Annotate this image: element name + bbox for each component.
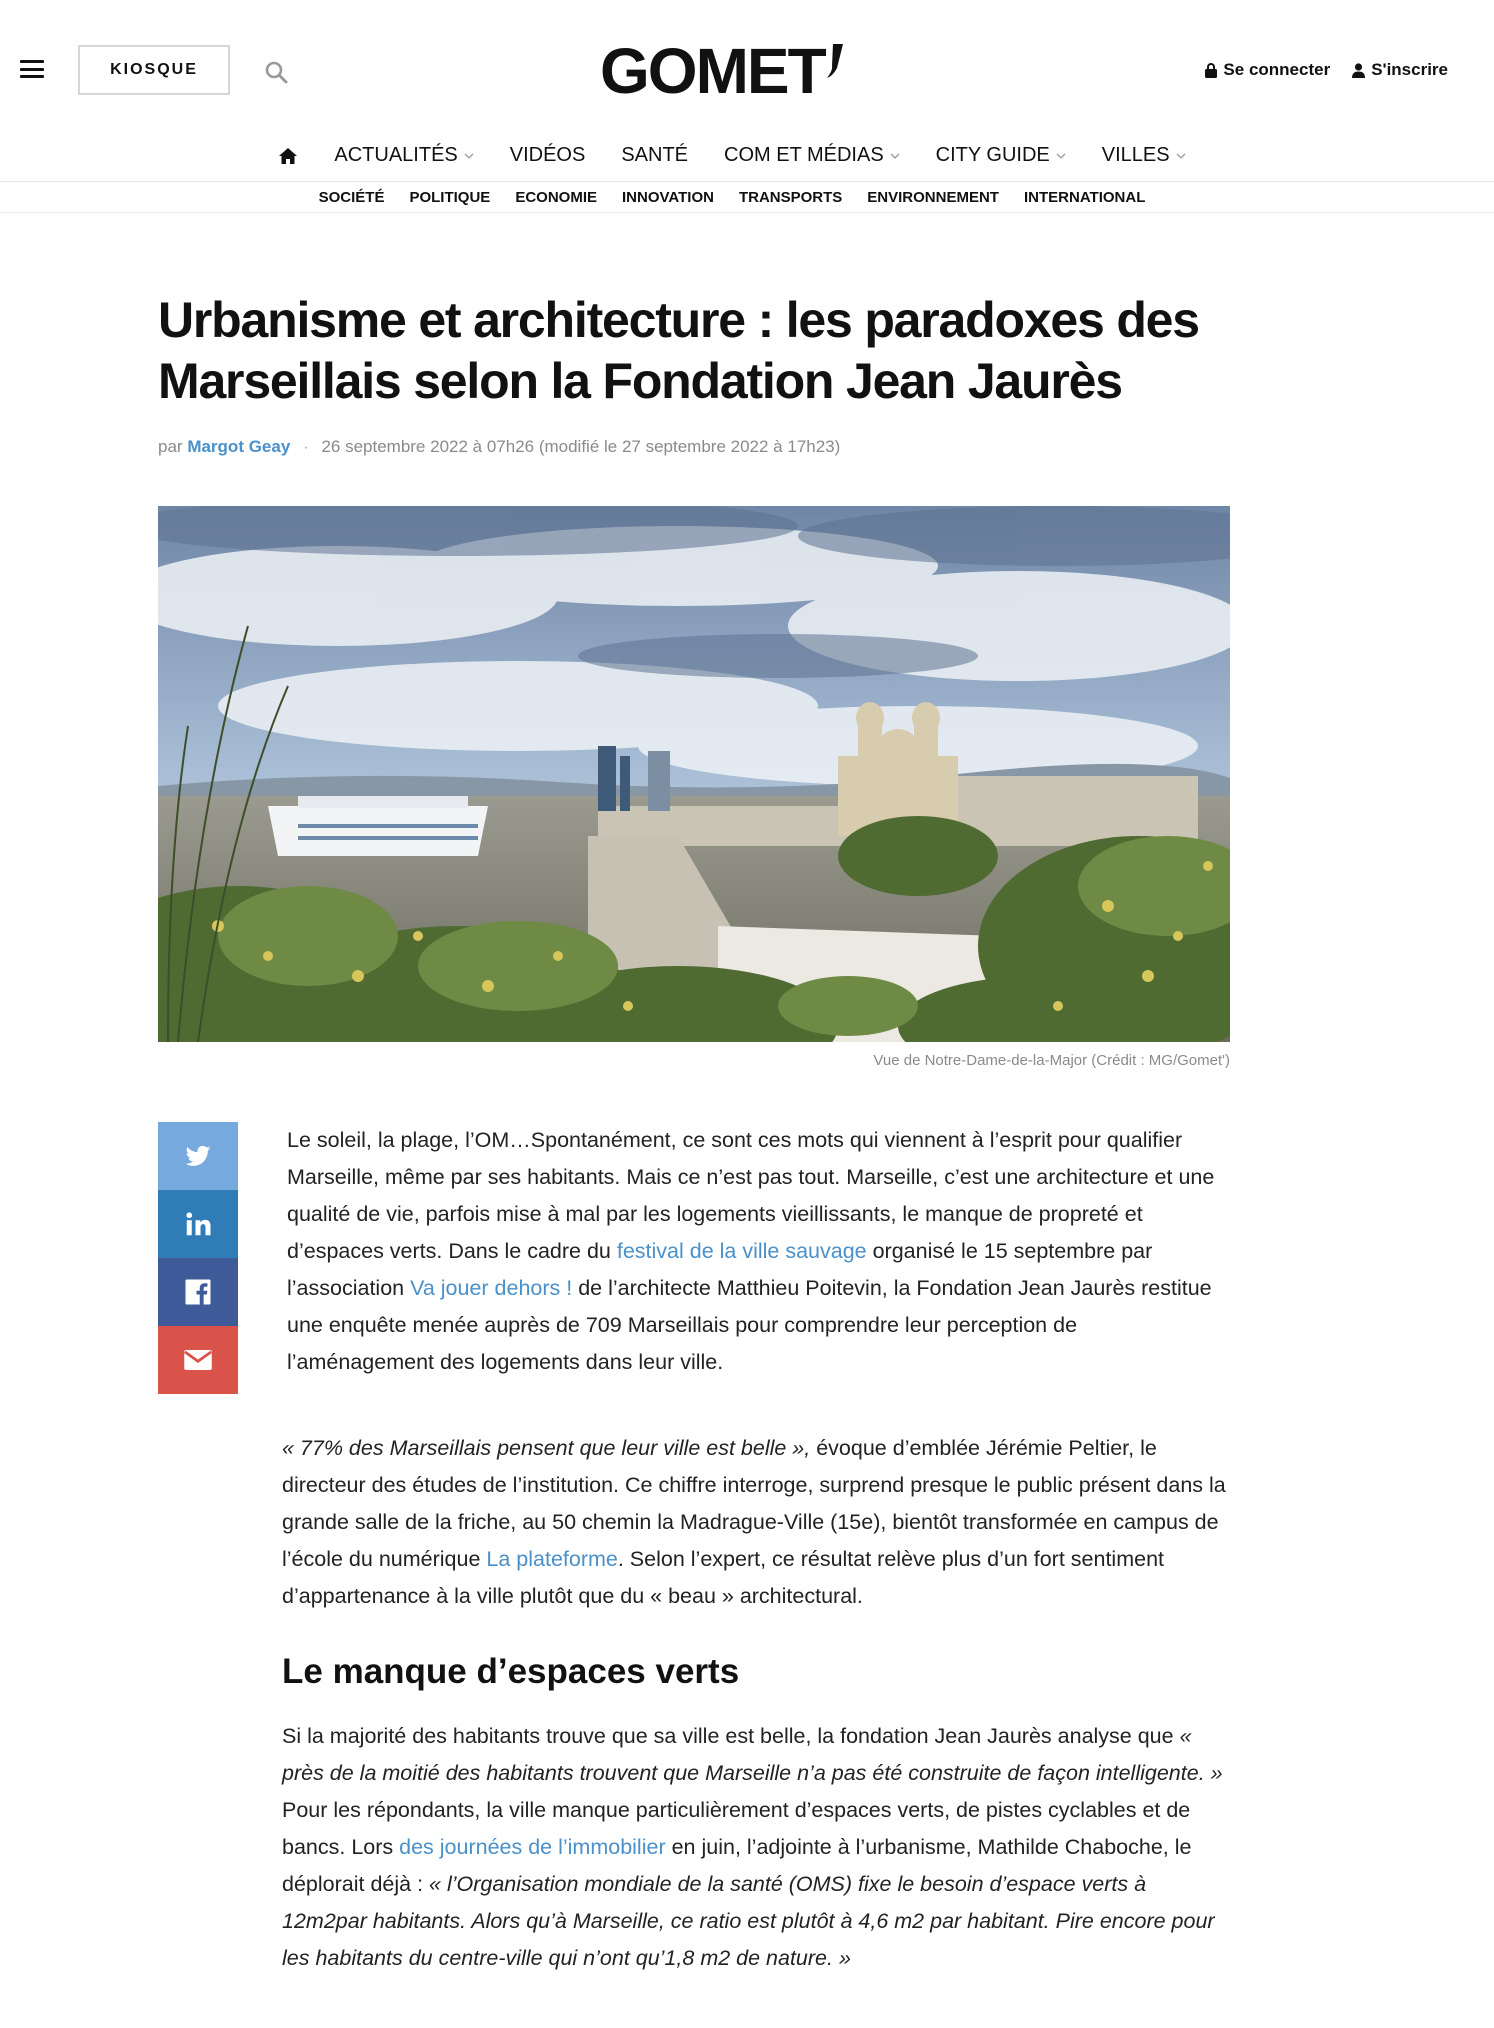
paragraph-text: organisé le 15 septembre par l’association: [287, 1239, 1153, 1300]
author-link[interactable]: Margot Geay: [187, 437, 291, 456]
chevron-down-icon: [464, 151, 474, 161]
logo-apostrophe-icon: [827, 44, 843, 78]
chevron-down-icon: [1056, 151, 1066, 161]
image-caption: Vue de Notre-Dame-de-la-Major (Crédit : MG/Gomet'): [873, 1052, 1230, 1069]
article-byline: [158, 437, 840, 457]
nav-item-label: VIDÉOS: [509, 144, 586, 166]
quote-text: « 77% des Marseillais pensent que leur ville est belle »,: [282, 1436, 811, 1460]
home-icon[interactable]: [278, 147, 298, 165]
search-icon[interactable]: [264, 60, 288, 84]
chevron-down-icon: [1176, 151, 1186, 161]
quote-text: « l’Organisation mondiale de la santé (OMS) fixe le besoin d’espace verts à 12m2par habitants. Alors qu’à Marseille, ce ratio est plutôt à 4,6 m2 par habitant. Pire encore pour les habitants du centre-ville qui n’ont qu’1,8 m2 de nature. »: [282, 1872, 1215, 1970]
subnav-item-societe[interactable]: SOCIÉTÉ: [318, 189, 385, 206]
nav-item-city-guide[interactable]: [936, 144, 1066, 167]
logo-text: GOMET: [600, 35, 825, 107]
article-date: 26 septembre 2022 à 07h26 (modifié le 27 septembre 2022 à 17h23): [321, 437, 841, 456]
menu-icon[interactable]: [20, 60, 44, 78]
byline-separator: ·: [303, 437, 309, 456]
share-twitter-button[interactable]: [158, 1122, 238, 1190]
nav-item-label: ACTUALITÉS: [334, 144, 458, 166]
paragraph-text: Pour les répondants, la ville manque particulièrement d’espaces verts, de pistes cyclables et de bancs. Lors: [282, 1798, 1191, 1859]
account-links: [1205, 60, 1448, 80]
paragraph-text: évoque d’emblée Jérémie Peltier, le directeur des études de l’institution. Ce chiffre interroge, surprend presque le public présent dans la grande salle de la friche, au 50 chemin la Madrague-Ville (15e), bientôt transformée en campus de l’école du numérique: [282, 1436, 1226, 1571]
subnav-item-environnement[interactable]: ENVIRONNEMENT: [867, 189, 999, 206]
site-header: [0, 0, 1494, 130]
paragraph-text: . Selon l’expert, ce résultat relève plus d’un fort sentiment d’appartenance à la ville plutôt que du « beau » architectural.: [282, 1547, 1164, 1608]
nav-item-com-et-medias[interactable]: [724, 144, 900, 167]
share-bar: [158, 1122, 238, 1394]
twitter-icon: [183, 1141, 213, 1171]
share-facebook-button[interactable]: [158, 1258, 238, 1326]
subnav-item-economie[interactable]: ECONOMIE: [515, 189, 597, 206]
nav-item-videos[interactable]: [510, 144, 586, 167]
site-logo[interactable]: [600, 36, 843, 106]
subnav-item-politique[interactable]: POLITIQUE: [409, 189, 491, 206]
subnav-item-international[interactable]: INTERNATIONAL: [1023, 189, 1146, 206]
paragraph-text: en juin, l’adjointe à l’urbanisme, Mathilde Chaboche, le déplorait déjà :: [282, 1835, 1192, 1896]
chevron-down-icon: [890, 151, 900, 161]
share-email-button[interactable]: [158, 1326, 238, 1394]
article-title: Urbanisme et architecture : les paradoxes des Marseillais selon la Fondation Jean Jaurès: [158, 292, 1199, 409]
signup-label: S'inscrire: [1371, 60, 1448, 79]
link-va-jouer-dehors[interactable]: Va jouer dehors !: [410, 1276, 573, 1300]
paragraph-text: de l’architecte Matthieu Poitevin, la Fondation Jean Jaurès restitue une enquête menée auprès de 709 Marseillais pour comprendre leur perception de l’aménagement des logements dans leur ville.: [287, 1276, 1212, 1374]
article-paragraph-3: [282, 1718, 1227, 1977]
nav-item-label: CITY GUIDE: [935, 144, 1050, 166]
quote-text: « près de la moitié des habitants trouvent que Marseille n’a pas été construite de façon intelligente. »: [282, 1724, 1223, 1785]
subnav-item-transports[interactable]: TRANSPORTS: [738, 189, 843, 206]
email-icon: [183, 1345, 213, 1375]
lock-icon: [1205, 63, 1217, 78]
user-icon: [1352, 63, 1365, 78]
nav-item-label: SANTÉ: [621, 144, 689, 166]
nav-item-label: COM ET MÉDIAS: [724, 144, 884, 166]
signup-link[interactable]: [1352, 60, 1448, 80]
kiosque-button[interactable]: KIOSQUE: [78, 45, 230, 95]
nav-item-sante[interactable]: [621, 144, 688, 167]
hero-photo: [158, 506, 1230, 1042]
nav-item-label: VILLES: [1101, 144, 1170, 166]
login-link[interactable]: [1205, 60, 1330, 80]
paragraph-text: Si la majorité des habitants trouve que sa ville est belle, la fondation Jean Jaurès analyse que: [282, 1724, 1180, 1748]
byline-prefix: par: [158, 437, 183, 456]
subnav-item-innovation[interactable]: INNOVATION: [622, 189, 714, 206]
paragraph-text: Le soleil, la plage, l’OM…Spontanément, ce sont ces mots qui viennent à l’esprit pour qualifier Marseille, même par ses habitants. Mais ce n’est pas tout. Marseille, c’est une architecture et une qualité de vie, parfois mise à mal par les logements vieillissants, le manque de propreté et d’espaces verts. Dans le cadre du: [287, 1128, 1215, 1263]
share-linkedin-button[interactable]: [158, 1190, 238, 1258]
article-paragraph-2: [282, 1430, 1227, 1615]
login-label: Se connecter: [1223, 60, 1331, 79]
section-heading: Le manque d’espaces verts: [282, 1652, 740, 1691]
facebook-icon: [183, 1277, 213, 1307]
hero-image: [158, 506, 1230, 1042]
linkedin-icon: [183, 1209, 213, 1239]
sub-navigation: [0, 183, 1494, 213]
link-journees-immobilier[interactable]: des journées de l’immobilier: [399, 1835, 666, 1859]
nav-item-villes[interactable]: [1102, 144, 1186, 167]
link-festival-ville-sauvage[interactable]: festival de la ville sauvage: [616, 1239, 867, 1263]
link-la-plateforme[interactable]: La plateforme: [486, 1547, 618, 1571]
article-paragraph-1: [287, 1122, 1227, 1381]
main-navigation: [0, 130, 1494, 182]
nav-item-actualites[interactable]: [334, 144, 473, 167]
